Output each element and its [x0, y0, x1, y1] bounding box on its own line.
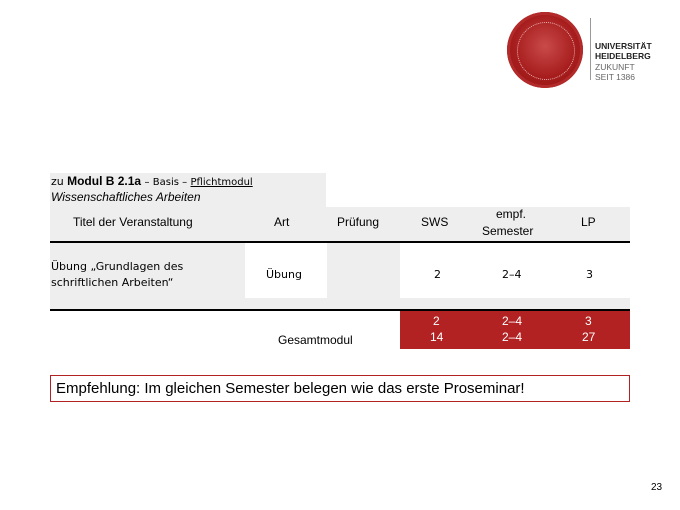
module-prefix: zu [51, 175, 64, 188]
header-lp: LP [581, 215, 596, 229]
seal-ring [517, 22, 575, 80]
recommendation-box [50, 375, 630, 402]
total-semester-1: 2–4 [502, 314, 523, 328]
row-titel-2: schriftlichen Arbeiten“ [51, 276, 174, 289]
module-type: Pflichtmodul [190, 177, 253, 188]
logo-line-3: ZUKUNFT [595, 62, 635, 72]
total-sws-1: 2 [433, 314, 440, 328]
header-semester-2: Semester [482, 224, 534, 238]
total-label: Gesamtmodul [278, 333, 353, 347]
row-art: Übung [266, 268, 302, 281]
module-category: Basis – [152, 177, 188, 188]
header-titel: Titel der Veranstaltung [73, 215, 193, 229]
total-semester-2: 2–4 [502, 330, 523, 344]
module-dash: – [144, 177, 150, 188]
module-subtitle: Wissenschaftliches Arbeiten [51, 190, 201, 204]
total-sws-2: 14 [430, 330, 444, 344]
logo-line-2: HEIDELBERG [595, 51, 651, 61]
page-number: 23 [651, 482, 663, 493]
row-sws: 2 [434, 268, 441, 281]
row-titel-1: Übung „Grundlagen des [51, 260, 184, 273]
header-pruefung: Prüfung [337, 215, 380, 229]
row-lp: 3 [586, 268, 593, 281]
recommendation-text: Empfehlung: Im gleichen Semester belegen wie das erste Proseminar! [56, 380, 525, 397]
total-lp-1: 3 [585, 314, 592, 328]
logo-divider [590, 18, 591, 80]
total-lp-2: 27 [582, 330, 596, 344]
logo-line-4: SEIT 1386 [595, 72, 636, 82]
logo-line-1: UNIVERSITÄT [595, 41, 652, 51]
module-title [51, 174, 253, 188]
header-sws: SWS [421, 215, 449, 229]
module-code: Modul B 2.1a [67, 174, 142, 188]
header-semester-1: empf. [496, 207, 527, 221]
header-art: Art [274, 215, 290, 229]
row-semester: 2–4 [502, 268, 522, 281]
university-seal-icon [507, 12, 583, 88]
